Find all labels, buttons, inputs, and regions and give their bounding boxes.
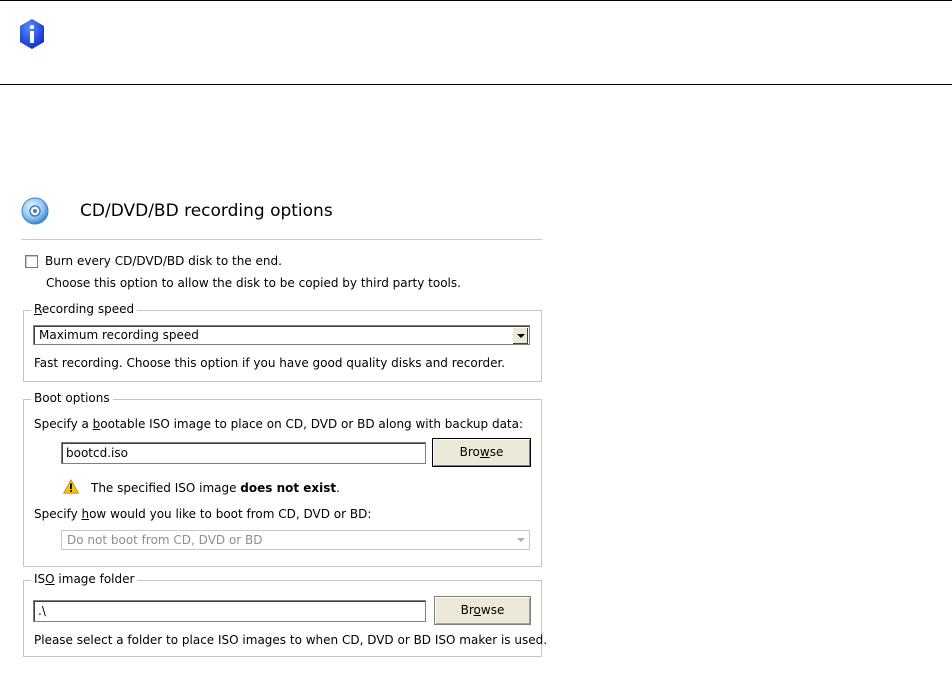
cd-disc-icon	[21, 197, 49, 225]
iso-folder-input[interactable]	[33, 600, 426, 622]
boot-iso-browse-button[interactable]: Browse	[432, 438, 531, 467]
dropdown-arrow-button[interactable]	[512, 327, 528, 344]
recording-speed-group	[23, 310, 542, 382]
chevron-down-icon	[517, 538, 525, 542]
recording-speed-value: Maximum recording speed	[39, 328, 199, 342]
boot-options-group-label: Boot options	[31, 391, 113, 405]
recording-speed-group-label: Recording speed	[31, 302, 137, 316]
burn-to-end-checkbox[interactable]	[25, 255, 38, 268]
info-icon	[17, 18, 47, 50]
boot-method-instruction: Specify how would you like to boot from CD, DVD or BD:	[34, 507, 372, 521]
iso-path-input[interactable]	[61, 442, 426, 464]
top-border-line	[0, 0, 952, 1]
iso-missing-warning: The specified ISO image does not exist.	[91, 481, 340, 495]
boot-method-dropdown[interactable]	[61, 530, 530, 550]
dropdown-arrow-button[interactable]	[513, 532, 528, 548]
iso-path-value: bootcd.iso	[66, 446, 128, 460]
bootable-iso-instruction: Specify a bootable ISO image to place on CD, DVD or BD along with backup data:	[34, 417, 524, 431]
burn-to-end-label[interactable]: Burn every CD/DVD/BD disk to the end.	[45, 254, 282, 268]
warning-icon	[63, 479, 79, 494]
recording-speed-dropdown[interactable]	[33, 325, 530, 345]
title-separator	[21, 239, 542, 240]
iso-folder-value: .\	[38, 604, 46, 618]
boot-method-value: Do not boot from CD, DVD or BD	[67, 533, 263, 547]
iso-folder-browse-button[interactable]: Browse	[434, 596, 531, 625]
dialog-title: CD/DVD/BD recording options	[80, 201, 333, 221]
iso-folder-group-label: ISO image folder	[31, 572, 137, 586]
recording-speed-description: Fast recording. Choose this option if you have good quality disks and recorder.	[34, 356, 506, 370]
burn-to-end-description: Choose this option to allow the disk to be copied by third party tools.	[46, 276, 461, 290]
chevron-down-icon	[517, 334, 525, 338]
header-separator-line	[0, 84, 952, 85]
iso-folder-description: Please select a folder to place ISO images to when CD, DVD or BD ISO maker is used.	[34, 633, 548, 647]
